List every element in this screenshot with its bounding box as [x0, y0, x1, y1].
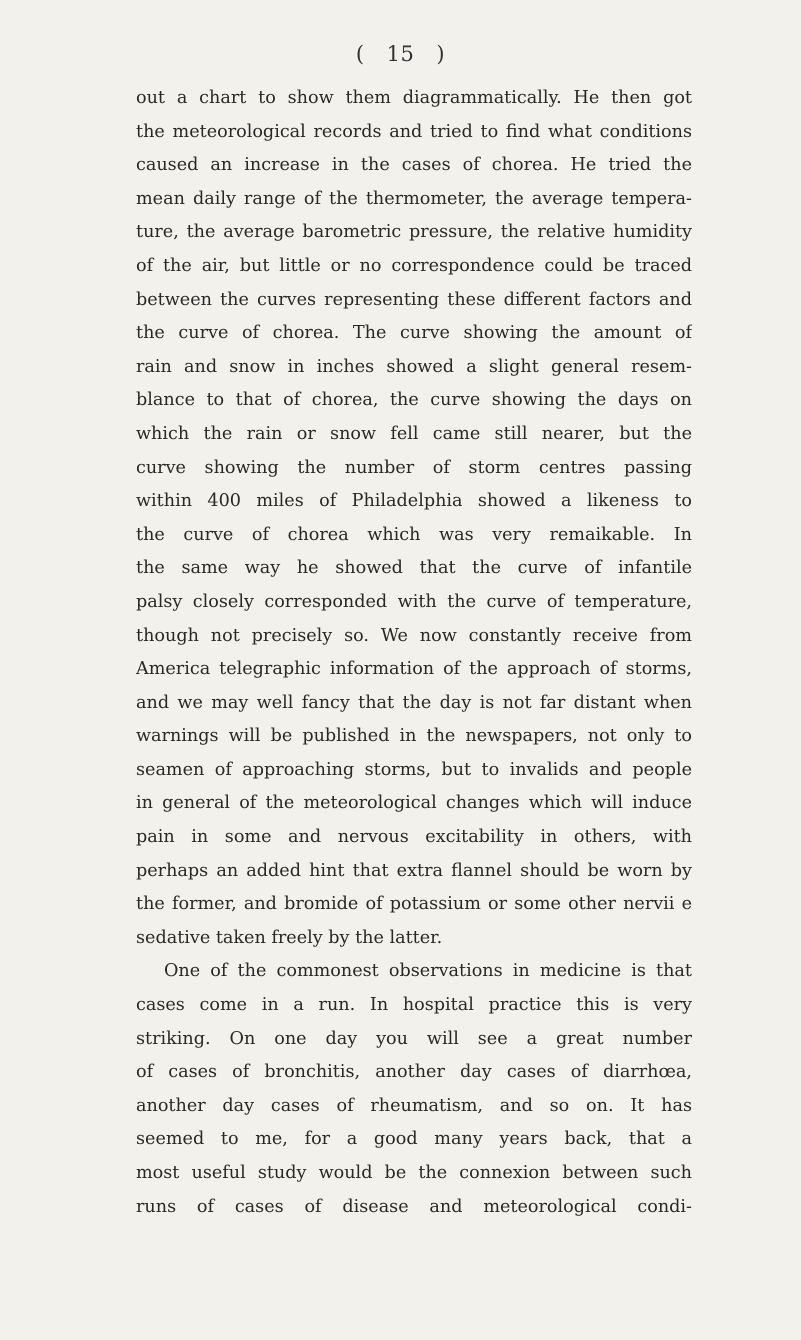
- text-line: within 400 miles of Philadelphia showed a likeness to: [136, 491, 692, 512]
- text-line: blance to that of chorea, the curve showing the days on: [136, 390, 692, 411]
- text-line: rain and snow in inches showed a slight general resem-: [136, 356, 692, 377]
- text-line: perhaps an added hint that extra flannel should be worn by: [136, 860, 692, 881]
- text-line: the former, and bromide of potassium or some other nervii e: [136, 894, 692, 915]
- text-line: another day cases of rheumatism, and so on. It has: [136, 1095, 692, 1116]
- text-line: the meteorological records and tried to find what conditions: [136, 121, 692, 142]
- text-line: the curve of chorea which was very remaikable. In: [136, 524, 692, 545]
- text-line: of cases of bronchitis, another day cases of diarrhœa,: [136, 1062, 692, 1083]
- text-line: mean daily range of the thermometer, the average tempera-: [136, 188, 692, 209]
- text-line: curve showing the number of storm centres passing: [136, 457, 692, 478]
- text-line: striking. On one day you will see a great number: [136, 1028, 692, 1049]
- text-line: of the air, but little or no correspondence could be traced: [136, 255, 692, 276]
- text-line: caused an increase in the cases of chorea. He tried the: [136, 155, 692, 176]
- paragraph-2: [136, 955, 692, 1224]
- text-line: ture, the average barometric pressure, the relative humidity: [136, 222, 692, 243]
- text-line: and we may well fancy that the day is not far distant when: [136, 692, 692, 713]
- paragraph-1: [136, 82, 692, 955]
- text-line: seamen of approaching storms, but to invalids and people: [136, 759, 692, 780]
- text-line: though not precisely so. We now constantly receive from: [136, 625, 692, 646]
- text-line: sedative taken freely by the latter.: [136, 927, 443, 948]
- body-text: [136, 82, 692, 1224]
- page-number-header: [0, 42, 801, 66]
- text-line: in general of the meteorological changes which will induce: [136, 793, 692, 814]
- text-line: most useful study would be the connexion between such: [136, 1163, 692, 1183]
- text-line: the same way he showed that the curve of infantile: [136, 558, 692, 579]
- text-line: the curve of chorea. The curve showing the amount of: [136, 323, 692, 344]
- text-line: pain in some and nervous excitability in others, with: [136, 827, 692, 848]
- close-paren: ): [436, 42, 446, 66]
- open-paren: (: [355, 42, 365, 66]
- text-line: which the rain or snow fell came still nearer, but the: [136, 423, 692, 444]
- text-line: warnings will be published in the newspapers, not only to: [136, 726, 692, 747]
- text-line: seemed to me, for a good many years back, that a: [136, 1129, 692, 1150]
- text-line: America telegraphic information of the approach of storms,: [136, 659, 692, 680]
- text-line: palsy closely corresponded with the curve of temperature,: [136, 591, 692, 612]
- text-line: between the curves representing these different factors and: [136, 289, 692, 310]
- text-line: cases come in a run. In hospital practice this is very: [136, 995, 692, 1016]
- text-line: out a chart to show them diagrammatically. He then got: [136, 88, 692, 108]
- page-number: 15: [386, 42, 415, 66]
- text-line: runs of cases of disease and meteorological condi-: [136, 1196, 692, 1217]
- text-line: One of the commonest observations in medicine is that: [164, 961, 692, 982]
